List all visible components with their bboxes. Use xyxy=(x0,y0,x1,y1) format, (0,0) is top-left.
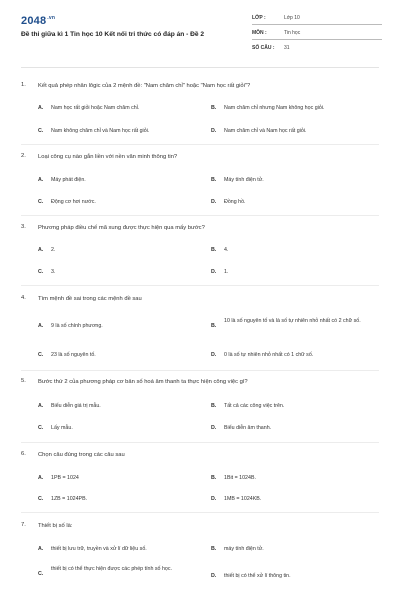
option-text: máy tính điện tử. xyxy=(224,546,264,552)
option-text: 3. xyxy=(51,269,56,275)
option-letter: B. xyxy=(211,105,217,111)
option-letter: A. xyxy=(38,177,44,183)
meta-divider xyxy=(252,24,382,25)
option-letter: C. xyxy=(38,352,44,358)
option-letter: B. xyxy=(211,247,217,253)
question-2 xyxy=(21,153,381,213)
option-text: 9 là số chính phương. xyxy=(51,323,103,329)
question-text: Bước thứ 2 của phương pháp cơ bản số hoá âm thanh ta thực hiện công việc gì? xyxy=(38,379,248,385)
option-text: Máy phát điện. xyxy=(51,177,86,183)
question-divider xyxy=(21,442,379,443)
question-divider xyxy=(21,512,379,513)
option-text: Nam chăm chỉ nhưng Nam không học giỏi. xyxy=(224,105,325,111)
question-text: Kết quả phép nhân lôgic của 2 mệnh đề: "Nam chăm chỉ" hoặc "Nam học rất giỏi"? xyxy=(38,83,251,89)
question-number: 1. xyxy=(21,82,26,88)
option-letter: C. xyxy=(38,425,44,431)
option-text: Đồng hồ. xyxy=(224,199,246,205)
question-number: 5. xyxy=(21,378,26,384)
question-1 xyxy=(21,82,381,142)
question-text: Thiết bị số là: xyxy=(38,523,73,529)
option-letter: A. xyxy=(38,323,44,329)
option-text: Lấy mẫu. xyxy=(51,425,73,431)
question-7 xyxy=(21,522,381,592)
question-3 xyxy=(21,224,381,284)
option-letter: C. xyxy=(38,496,44,502)
option-text: Động cơ hơi nước. xyxy=(51,199,96,205)
option-letter: D. xyxy=(211,269,217,275)
option-text: Biểu diễn âm thanh. xyxy=(224,425,272,431)
option-text: 4. xyxy=(224,247,229,253)
meta-label: MÔN : xyxy=(252,30,267,36)
option-letter: C. xyxy=(38,571,44,577)
option-letter: A. xyxy=(38,105,44,111)
option-text: Nam chăm chỉ và Nam học rất giỏi. xyxy=(224,128,307,134)
option-text: 1ZB = 1024PB. xyxy=(51,496,88,502)
question-number: 7. xyxy=(21,522,26,528)
option-letter: D. xyxy=(211,128,217,134)
header xyxy=(0,0,400,62)
question-number: 2. xyxy=(21,153,26,159)
option-letter: A. xyxy=(38,546,44,552)
option-text: Nam không chăm chỉ và Nam học rất giỏi. xyxy=(51,128,150,134)
meta-label: SỐ CÂU : xyxy=(252,45,275,51)
site-logo[interactable] xyxy=(21,15,55,27)
question-text: Loại công cụ nào gắn liền với nền văn minh thông tin? xyxy=(38,154,178,160)
question-divider xyxy=(21,285,379,286)
option-letter: C. xyxy=(38,128,44,134)
option-text: Tất cả các công việc trên. xyxy=(224,403,285,409)
option-text: Biểu diễn giá trị mẫu. xyxy=(51,403,101,409)
question-text: Chọn câu đúng trong các câu sau xyxy=(38,452,125,458)
option-letter: D. xyxy=(211,496,217,502)
option-letter: D. xyxy=(211,199,217,205)
option-letter: B. xyxy=(211,546,217,552)
question-divider xyxy=(21,144,379,145)
question-4 xyxy=(21,295,381,367)
option-letter: A. xyxy=(38,403,44,409)
page-title: Đề thi giữa kì 1 Tin học 10 Kết nối tri thức có đáp án - Đề 2 xyxy=(21,31,205,38)
question-number: 4. xyxy=(21,295,26,301)
meta-value: 31 xyxy=(284,45,290,51)
meta-divider xyxy=(252,39,382,40)
option-text: 10 là số nguyên tố và là số tự nhiên nhỏ nhất có 2 chữ số. xyxy=(224,318,361,324)
option-letter: B. xyxy=(211,475,217,481)
logo-text: 2048 xyxy=(21,15,47,27)
option-text: 1PB = 1024 xyxy=(51,475,79,481)
question-text: Phương pháp điều chế mã xung được thực hiện qua mấy bước? xyxy=(38,225,205,231)
option-text: thiết bị lưu trữ, truyền và xử lí dữ liệu số. xyxy=(51,546,147,552)
option-letter: D. xyxy=(211,573,217,579)
option-text: 1Bit = 1024B. xyxy=(224,475,256,481)
question-number: 3. xyxy=(21,224,26,230)
option-text: Nam học rất giỏi hoặc Nam chăm chỉ. xyxy=(51,105,140,111)
question-number: 6. xyxy=(21,451,26,457)
option-letter: B. xyxy=(211,403,217,409)
meta-label: LỚP : xyxy=(252,15,266,21)
option-letter: B. xyxy=(211,323,217,329)
header-divider xyxy=(21,67,379,68)
option-text: 0 là số tự nhiên nhỏ nhất có 1 chữ số. xyxy=(224,352,314,358)
question-6 xyxy=(21,451,381,511)
option-letter: C. xyxy=(38,199,44,205)
option-text: 23 là số nguyên tố. xyxy=(51,352,96,358)
option-letter: D. xyxy=(211,352,217,358)
meta-value: Tin học xyxy=(284,30,301,36)
option-letter: C. xyxy=(38,269,44,275)
option-text: 2. xyxy=(51,247,56,253)
question-divider xyxy=(21,215,379,216)
option-text: thiết bị có thể xử lí thông tin. xyxy=(224,573,291,579)
option-text: 1. xyxy=(224,269,229,275)
option-letter: A. xyxy=(38,247,44,253)
option-letter: D. xyxy=(211,425,217,431)
meta-value: Lớp 10 xyxy=(284,15,300,21)
option-text: 1MB = 1024KB. xyxy=(224,496,262,502)
question-divider xyxy=(21,370,379,371)
option-letter: A. xyxy=(38,475,44,481)
question-5 xyxy=(21,378,381,438)
option-letter: B. xyxy=(211,177,217,183)
option-text: thiết bị có thể thực hiện được các phép tính số học. xyxy=(51,566,172,572)
question-text: Tìm mệnh đề sai trong các mệnh đề sau xyxy=(38,296,142,302)
option-text: Máy tính điện tử. xyxy=(224,177,264,183)
logo-suffix: .vn xyxy=(47,15,56,21)
